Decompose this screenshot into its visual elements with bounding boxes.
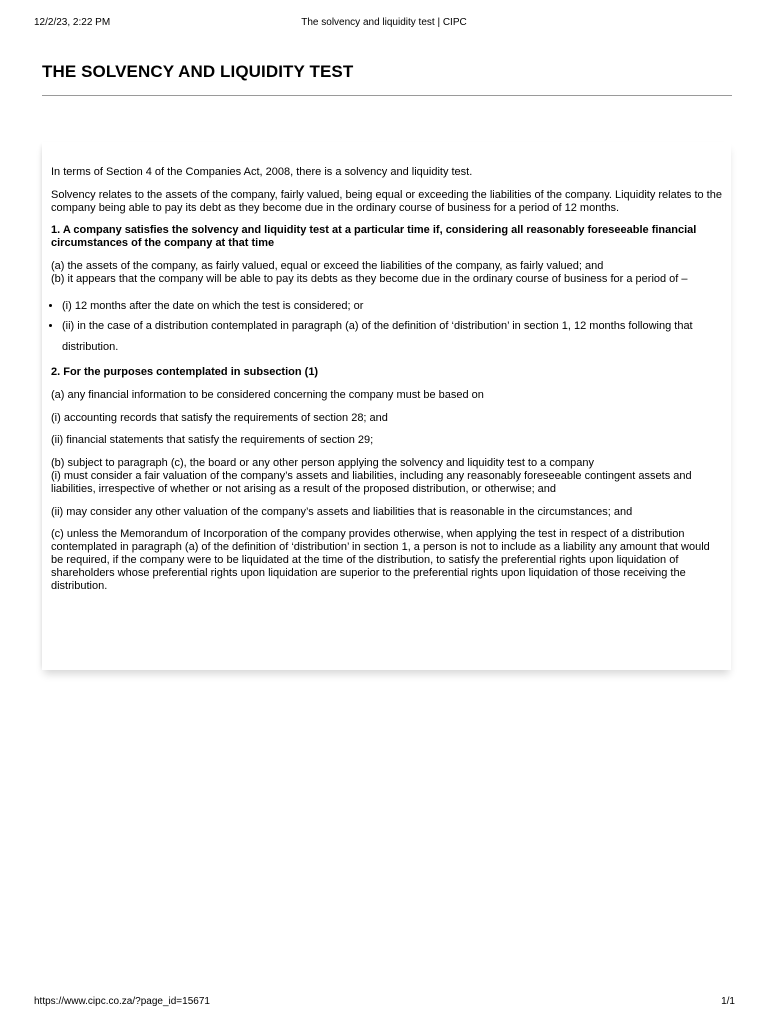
list-item: • (i) 12 months after the date on which the test is considered; or (62, 296, 725, 317)
page-url: https://www.cipc.co.za/?page_id=15671 (34, 996, 210, 1007)
list-item: • (ii) in the case of a distribution contemplated in paragraph (a) of the definition of ‘distribution’ in section 1, 12 months following that distribution. (62, 316, 725, 357)
section-1-heading: 1. A company satisfies the solvency and liquidity test at a particular time if, considering all reasonably foreseeable financial circumstances of the company at that time (51, 224, 697, 250)
print-footer (34, 996, 735, 1010)
section-1-clauses (51, 260, 725, 286)
print-datetime: 12/2/23, 2:22 PM (34, 17, 111, 28)
clause-2b-ii: (ii) may consider any other valuation of the company’s assets and liabilities that is reasonable in the circumstances; and (51, 505, 633, 518)
print-document-title: The solvency and liquidity test | CIPC (301, 17, 467, 28)
clause-1b: (b) it appears that the company will be able to pay its debts as they become due in the ordinary course of business for a period of – (51, 272, 688, 285)
period-list (51, 296, 725, 358)
clause-1a: (a) the assets of the company, as fairly valued, equal or exceed the liabilities of the company, as fairly valued; and (51, 259, 604, 272)
clause-2c: (c) unless the Memorandum of Incorporation of the company provides otherwise, when applying the test in respect of a distribution contemplated in paragraph (a) of the definition of ‘distribution’ in section 1, a person is not to include as a liability any amount that would be required, if the company were to be liquidated at the time of the distribution, to satisfy the preferential rights upon liquidation of shareholders whose preferential rights upon liquidation are superior to the preferential rights upon liquidation of those receiving the distribution. (51, 528, 710, 592)
clause-2a-ii: (ii) financial statements that satisfy the requirements of section 29; (51, 434, 374, 447)
clause-2b-group (51, 457, 725, 495)
definition-paragraph: Solvency relates to the assets of the company, fairly valued, being equal or exceeding the liabilities of the company. Liquidity relates to the company being able to pay its debt as they become due in the ordinary course of business for a period of 12 months. (51, 188, 722, 214)
page-title: THE SOLVENCY AND LIQUIDITY TEST (42, 62, 354, 81)
clause-2b-i: (i) must consider a fair valuation of the company’s assets and liabilities, including any reasonably foreseeable contingent assets and liabilities, irrespective of whether or not arising as a result of the proposed distribution, or otherwise; and (51, 470, 692, 495)
clause-2a-i: (i) accounting records that satisfy the requirements of section 28; and (51, 411, 388, 424)
title-divider (42, 95, 732, 96)
section-2-heading: 2. For the purposes contemplated in subsection (1) (51, 366, 319, 379)
print-header (34, 17, 734, 31)
content-card (42, 142, 731, 670)
clause-2a: (a) any financial information to be considered concerning the company must be based on (51, 388, 484, 401)
intro-paragraph: In terms of Section 4 of the Companies Act, 2008, there is a solvency and liquidity test. (51, 166, 473, 178)
page-number: 1/1 (721, 996, 735, 1007)
article-body (51, 166, 725, 602)
clause-2b: (b) subject to paragraph (c), the board or any other person applying the solvency and liquidity test to a company (51, 457, 594, 470)
